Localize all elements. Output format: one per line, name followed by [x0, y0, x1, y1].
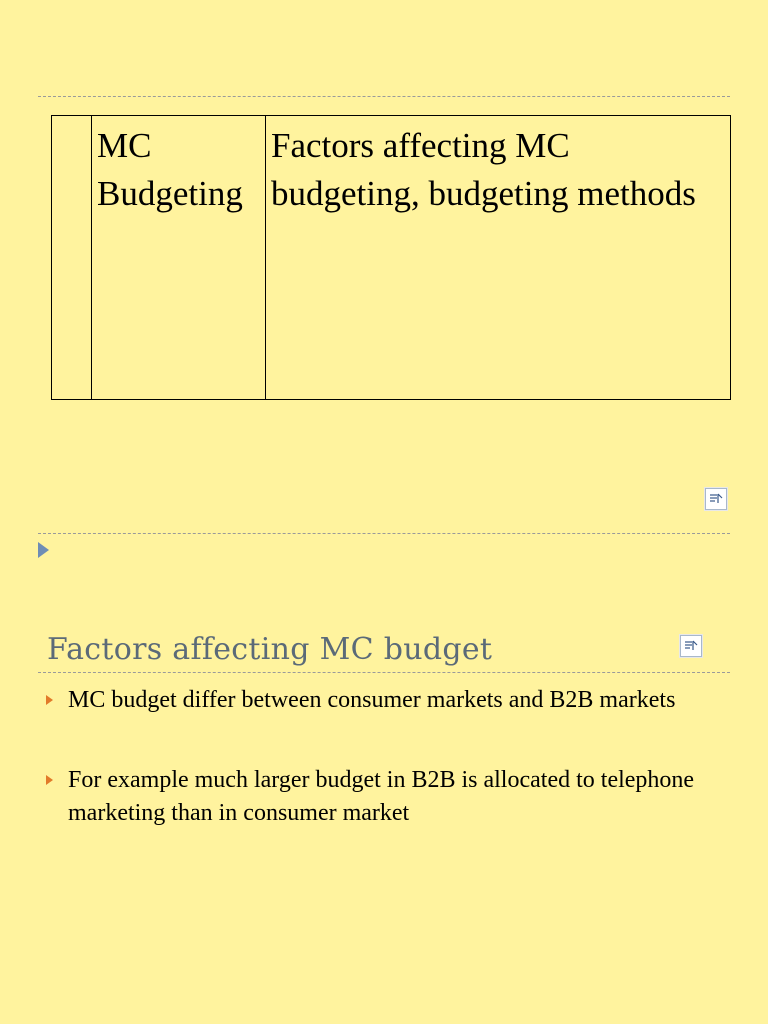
topic-cell: MC Budgeting	[92, 116, 266, 400]
notes-icon[interactable]	[705, 488, 727, 510]
slide-separator	[38, 533, 730, 534]
list-item	[46, 764, 706, 830]
notes-icon[interactable]	[680, 635, 702, 657]
slide-title: Factors affecting MC budget	[47, 632, 493, 667]
bullet-text: MC budget differ between consumer markets and B2B markets	[68, 687, 676, 713]
row-number-cell	[52, 116, 92, 400]
content-cell: Factors affecting MC budgeting, budgeting methods	[266, 116, 731, 400]
title-separator	[38, 672, 730, 673]
bullet-text: For example much larger budget in B2B is allocated to telephone marketing than in consumer market	[68, 767, 695, 826]
play-arrow-icon[interactable]	[38, 542, 49, 558]
bullet-triangle-icon	[46, 775, 53, 785]
bullet-list	[46, 684, 706, 877]
table-row	[52, 116, 731, 400]
top-separator	[38, 96, 730, 97]
list-item	[46, 684, 706, 717]
topics-table	[51, 115, 731, 400]
bullet-triangle-icon	[46, 695, 53, 705]
